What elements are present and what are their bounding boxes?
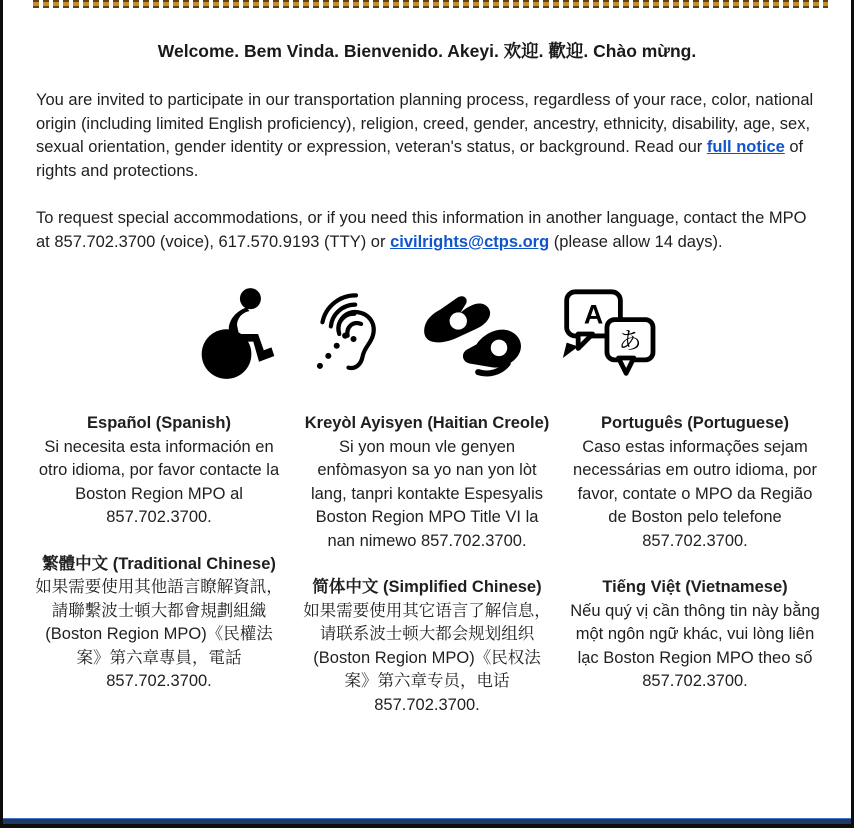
selection-dotted-line (33, 0, 828, 8)
language-block-portuguese (569, 412, 821, 553)
language-block-traditional-chinese (33, 553, 285, 694)
full-notice-link[interactable]: full notice (706, 138, 785, 156)
language-block-spanish (33, 412, 285, 530)
paragraph2-text-after: (please allow 14 days). (549, 232, 723, 251)
language-heading-haitian-creole: Kreyòl Ayisyen (Haitian Creole) (304, 414, 550, 432)
language-body-spanish: Si necesita esta información en otro idioma, por favor contacte la Boston Region MPO al 857.702.3700. (38, 437, 280, 526)
translation-letter-latin: A (583, 299, 604, 330)
page-title: Welcome. Bem Vinda. Bienvenido. Akeyi. 欢迎. 歡迎. Chào mừng. (157, 41, 697, 61)
language-body-simplified-chinese: 如果需要使用其它语言了解信息，请联系波士顿大都会规划组织 (Boston Region MPO)《民权法案》第六章专员，电话 857.702.3700. (303, 601, 551, 714)
language-body-haitian-creole: Si yon moun vle genyen enfòmasyon sa yo nan yon lòt lang, tanpri kontakte Espesyalis Boston Region MPO Title VI la nan nimewo 857.702.3700. (310, 437, 544, 550)
language-columns (33, 412, 821, 740)
bottom-accent-bar (3, 818, 851, 824)
translation-letter-kana: あ (618, 328, 642, 355)
language-heading-spanish: Español (Spanish) (87, 414, 231, 432)
assistive-listening-icon (309, 285, 393, 383)
translation-icon (553, 287, 659, 381)
language-column-3 (569, 412, 821, 740)
language-block-simplified-chinese (301, 576, 553, 717)
wheelchair-accessibility-icon (195, 285, 281, 383)
language-heading-traditional-chinese: 繁體中文 (Traditional Chinese) (42, 554, 276, 573)
sign-language-icon (421, 288, 525, 380)
language-heading-simplified-chinese: 简体中文 (Simplified Chinese) (312, 578, 542, 596)
accessibility-icons-row (3, 282, 851, 386)
paragraph1-text-after: of rights and protections. (36, 138, 804, 180)
nondiscrimination-paragraph (36, 89, 818, 183)
language-body-traditional-chinese: 如果需要使用其他語言瞭解資訊，請聯繫波士頓大都會規劃組織 (Boston Region MPO)《民權法案》第六章專員，電話 857.702.3700. (35, 578, 283, 690)
language-block-haitian-creole (301, 412, 553, 553)
language-column-1 (33, 412, 285, 740)
language-heading-portuguese: Português (Portuguese) (601, 414, 789, 432)
language-body-portuguese: Caso estas informações sejam necessárias em outro idioma, por favor, contate o MPO da Região de Boston pelo telefone 857.702.3700. (573, 437, 817, 550)
paragraph2-text: To request special accommodations, or if you need this information in another language, contact the MPO at 857.702.3700 (voice), 617.570.9193 (TTY) or (36, 209, 807, 251)
language-heading-vietnamese: Tiếng Việt (Vietnamese) (602, 578, 788, 596)
language-column-2 (301, 412, 553, 740)
accommodations-paragraph (36, 207, 818, 254)
language-body-vietnamese: Nếu quý vị cần thông tin này bằng một ngôn ngữ khác, vui lòng liên lạc Boston Region MPO theo số 857.702.3700. (570, 601, 820, 690)
civilrights-email-link[interactable]: civilrights@ctps.org (390, 232, 550, 251)
paragraph1-text: You are invited to participate in our transportation planning process, regardless of your race, color, national origin (including limited English proficiency), religion, creed, gender, ancestry, ethnicity, disability, age, sex, sexual orientation, gender identity or expression, veteran's status, or background. Read our (36, 91, 814, 156)
language-block-vietnamese (569, 576, 821, 694)
